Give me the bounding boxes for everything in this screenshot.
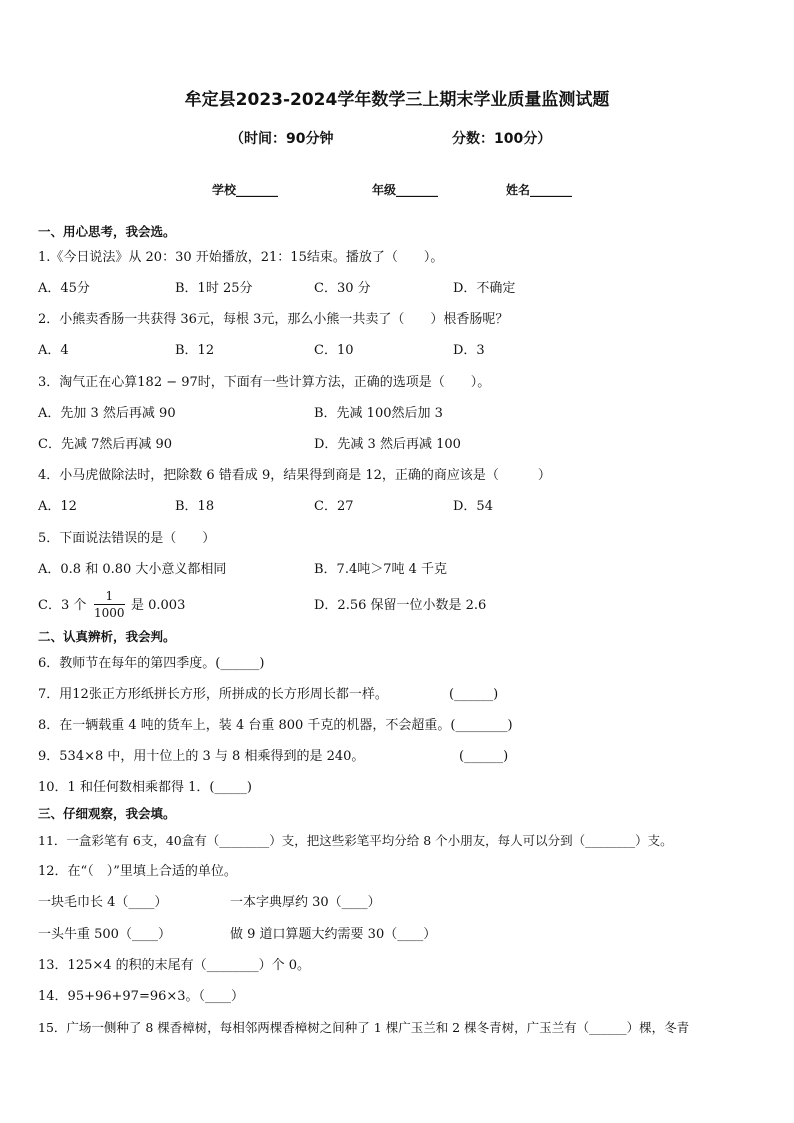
section-heading-3: 三、仔细观察，我会填。: [38, 806, 176, 821]
fraction-numerator: 1: [105, 589, 114, 603]
q4-option-c: C．27: [314, 499, 354, 514]
exam-time: （时间：90分钟: [230, 131, 334, 147]
q2-option-b: B．12: [175, 343, 215, 358]
q5-option-b: B．7.4吨＞7吨 4 千克: [314, 562, 448, 577]
q12-item-2: 一本字典厚约 30（____）: [230, 895, 381, 910]
question-10: 10．1 和任何数相乘都得 1．(_____): [38, 780, 252, 795]
question-6: 6．教师节在每年的第四季度。(______): [38, 656, 265, 671]
q1-option-d: D．不确定: [453, 281, 516, 296]
question-12: 12．在“（ ）”里填上合适的单位。: [38, 864, 237, 879]
question-8: 8．在一辆载重 4 吨的货车上，装 4 台重 800 千克的机器，不会超重。(________): [38, 718, 513, 733]
name-field: 姓名_______: [506, 183, 573, 197]
exam-score: 分数：100分）: [452, 131, 552, 147]
question-14: 14．95+96+97=96×3。（____）: [38, 989, 245, 1004]
question-4: 4．小马虎做除法时，把除数 6 错看成 9，结果得到商是 12，正确的商应该是（ ）: [38, 468, 551, 483]
q2-option-d: D．3: [453, 343, 485, 358]
q9-answer-blank: (______): [459, 749, 509, 764]
question-3: 3．淘气正在心算182 − 97时，下面有一些计算方法，正确的选项是（ ）。: [38, 375, 491, 390]
q1-option-b: B．1时 25分: [175, 281, 253, 296]
q3-option-a: A．先加 3 然后再减 90: [38, 406, 176, 421]
question-9: 9．534×8 中，用十位上的 3 与 8 相乘得到的是 240。: [38, 749, 365, 764]
q5-fraction: [94, 589, 125, 620]
q2-option-a: A．4: [38, 343, 69, 358]
q5-option-a: A．0.8 和 0.80 大小意义都相同: [38, 562, 227, 577]
q7-answer-blank: (______): [449, 687, 499, 702]
question-7: 7．用12张正方形纸拼长方形，所拼成的长方形周长都一样。: [38, 687, 388, 702]
section-heading-2: 二、认真辨析，我会判。: [38, 629, 176, 644]
q4-option-b: B．18: [175, 499, 215, 514]
q5-option-c-suffix: 是 0.003: [131, 598, 186, 613]
section-heading-1: 一、用心思考，我会选。: [38, 224, 176, 239]
school-field: 学校_______: [212, 183, 279, 197]
q12-item-3: 一头牛重 500（____）: [38, 927, 171, 942]
question-2: 2．小熊卖香肠一共获得 36元，每根 3元，那么小熊一共卖了（ ）根香肠呢？: [38, 312, 509, 327]
q4-option-a: A．12: [38, 499, 77, 514]
q12-item-4: 做 9 道口算题大约需要 30（____）: [230, 927, 437, 942]
q1-option-a: A．45分: [38, 281, 90, 296]
q12-item-1: 一块毛巾长 4（____）: [38, 895, 168, 910]
q5-option-c-prefix: C．3 个: [38, 598, 87, 613]
question-5: 5．下面说法错误的是（ ）: [38, 531, 216, 546]
q4-option-d: D．54: [453, 499, 493, 514]
q5-option-d: D．2.56 保留一位小数是 2.6: [314, 598, 487, 613]
page-title: 牟定县2023-2024学年数学三上期末学业质量监测试题: [184, 90, 610, 110]
question-11: 11．一盒彩笔有 6支，40盒有（________）支，把这些彩笔平均分给 8 个小朋友，每人可以分到（________）支。: [38, 833, 673, 848]
q2-option-c: C．10: [314, 343, 354, 358]
fraction-bar: [94, 604, 125, 605]
question-13: 13．125×4 的积的末尾有（________）个 0。: [38, 958, 311, 973]
q3-option-c: C．先减 7然后再减 90: [38, 437, 173, 452]
q3-option-b: B．先减 100然后加 3: [314, 406, 443, 421]
grade-field: 年级_______: [372, 183, 439, 197]
fraction-denominator: 1000: [94, 606, 125, 620]
question-15: 15．广场一侧种了 8 棵香樟树，每相邻两棵香樟树之间种了 1 棵广玉兰和 2 棵冬青树，广玉兰有（______）棵，冬青: [38, 1020, 690, 1035]
q1-option-c: C．30 分: [314, 281, 371, 296]
question-1: 1.《今日说法》从 20：30 开始播放，21：15结束。播放了（ ）。: [38, 250, 444, 265]
q3-option-d: D．先减 3 然后再减 100: [314, 437, 461, 452]
